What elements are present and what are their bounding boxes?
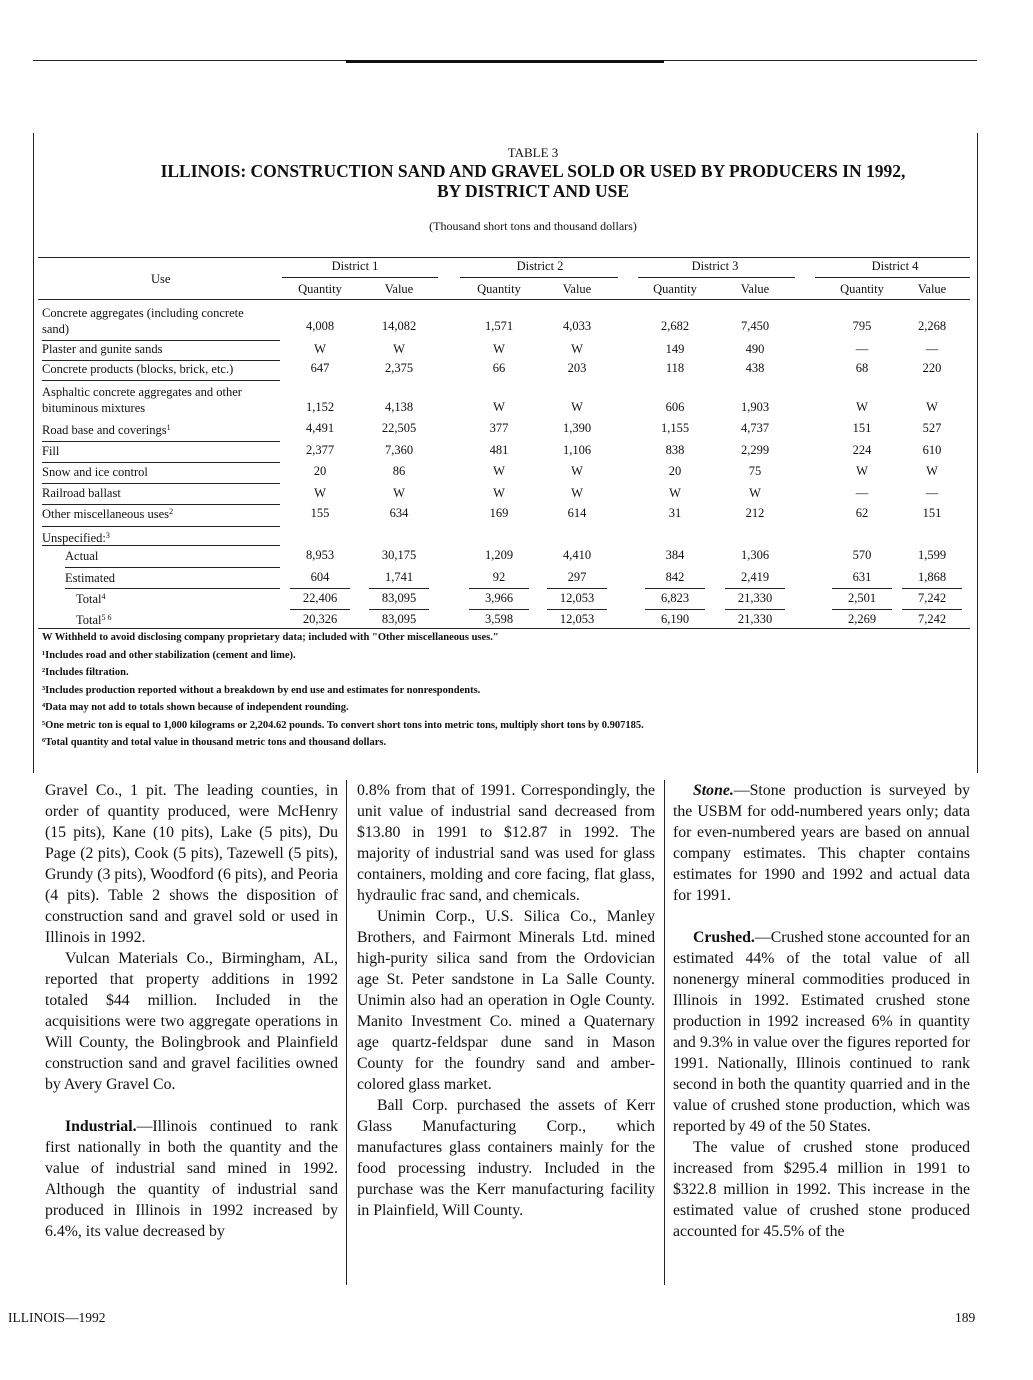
page-number: 189: [955, 1310, 976, 1325]
quantity-cell: 384: [665, 548, 685, 562]
value-header: Value: [562, 282, 592, 296]
paragraph: The value of crushed stone produced increased from $295.4 million in 1991 to $322.8 million in 1992. This increase in the estimated value of crushed stone produced accounted for 45.5% of the: [673, 1139, 970, 1240]
district-header: District 4: [871, 259, 919, 273]
row-rule: [65, 588, 280, 589]
row-use-label: [76, 591, 106, 607]
row-use-label: [42, 422, 171, 438]
value-cell: 86: [392, 464, 406, 478]
district-underline: [815, 277, 970, 278]
value-cell: 7,450: [740, 319, 770, 333]
row-use-label: [42, 464, 148, 480]
row-rule: [42, 380, 280, 381]
value-cell: W: [571, 464, 583, 478]
quantity-cell: 4,491: [305, 421, 335, 435]
quantity-cell: W: [669, 486, 681, 500]
value-cell: 7,242: [917, 591, 947, 605]
value-cell: 2,299: [740, 443, 770, 457]
quantity-cell: 631: [852, 570, 872, 584]
footnote-ref: 2: [169, 507, 174, 516]
paragraph: Unimin Corp., U.S. Silica Co., Manley Brothers, and Fairmont Minerals Ltd. mined high-purity silica sand from the Ordovician age St. Peter sandstone in La Salle County. Unimin also had an operation in Ogle County. Manito Investment Co. mined a Quaternary age quartz-feldspar dune sand in Mason County for the foundry sand and amber-colored glass market.: [357, 908, 655, 1093]
value-cell: 1,741: [384, 570, 414, 584]
value-cell: 2,268: [917, 319, 947, 333]
value-cell: 21,330: [737, 591, 773, 605]
quantity-cell: W: [856, 464, 868, 478]
footnote: ⁴Data may not add to totals shown because of independent rounding.: [42, 702, 349, 713]
value-cell: 14,082: [381, 319, 417, 333]
quantity-cell: 2,269: [847, 612, 877, 626]
value-cell: 1,868: [917, 570, 947, 584]
footnote-ref: 3: [105, 531, 110, 540]
value-cell: W: [571, 400, 583, 414]
quantity-cell: 20,326: [302, 612, 338, 626]
total-rule: [645, 609, 705, 610]
row-use-label: [42, 506, 173, 522]
quantity-cell: 3,966: [484, 591, 514, 605]
quantity-cell: W: [493, 486, 505, 500]
use-label-line: Asphaltic concrete aggregates and other: [42, 385, 242, 399]
value-cell: 7,242: [917, 612, 947, 626]
value-cell: W: [571, 486, 583, 500]
value-cell: W: [393, 342, 405, 356]
value-cell: 203: [567, 361, 587, 375]
quantity-cell: 20: [668, 464, 682, 478]
district-header: District 3: [691, 259, 739, 273]
table-label: TABLE 3: [507, 145, 559, 160]
value-cell: 75: [748, 464, 762, 478]
subtotal-rule: [469, 588, 529, 589]
use-label-line: Concrete aggregates (including concrete: [42, 306, 244, 320]
quantity-cell: 838: [665, 443, 685, 457]
use-label-line: Estimated: [65, 571, 115, 585]
value-cell: 634: [389, 506, 409, 520]
quantity-cell: 2,501: [847, 591, 877, 605]
district-underline: [638, 277, 795, 278]
row-use-label: [76, 612, 112, 628]
quantity-cell: 1,152: [305, 400, 335, 414]
subtotal-rule: [547, 588, 607, 589]
paragraph: Vulcan Materials Co., Birmingham, AL, reported that property additions in 1992 totaled $44 million. Included in the acquisitions were two aggregate operations in Will County, the Bolingbrook and Plainfield construction sand and gravel facilities owned by Avery Gravel Co.: [45, 950, 338, 1093]
top-rule-accent: [346, 60, 664, 63]
use-label-line: Snow and ice control: [42, 465, 148, 479]
section-heading: Industrial.: [65, 1118, 137, 1135]
value-cell: 490: [745, 342, 765, 356]
quantity-cell: 151: [852, 421, 872, 435]
paragraph: 0.8% from that of 1991. Correspondingly, the unit value of industrial sand decreased from $13.80 in 1991 to $12.87 in 1992. The majority of industrial sand was used for glass containers, molding and core facing, flat glass, hydraulic frac sand, and chemicals.: [357, 782, 655, 904]
value-cell: 1,306: [740, 548, 770, 562]
section-heading: Stone.: [693, 782, 734, 799]
footnote-ref: 4: [101, 592, 106, 601]
quantity-cell: 20: [313, 464, 327, 478]
quantity-cell: 604: [310, 570, 330, 584]
column-header-use: Use: [151, 272, 171, 286]
subtotal-rule: [369, 588, 429, 589]
quantity-cell: 22,406: [302, 591, 338, 605]
row-use-label: [42, 305, 244, 337]
value-header: Value: [740, 282, 770, 296]
value-header: Value: [917, 282, 947, 296]
header-bottom-rule: [38, 299, 970, 300]
quantity-header: Quantity: [477, 282, 521, 296]
use-label-line: Plaster and gunite sands: [42, 342, 163, 356]
value-cell: 83,095: [381, 591, 417, 605]
row-use-label: [65, 570, 115, 586]
value-cell: —: [925, 486, 939, 500]
total-rule: [902, 609, 962, 610]
value-cell: 22,505: [381, 421, 417, 435]
quantity-cell: W: [493, 464, 505, 478]
value-cell: 438: [745, 361, 765, 375]
column-divider-1: [346, 780, 347, 1285]
row-rule: [65, 567, 280, 568]
value-cell: W: [393, 486, 405, 500]
value-cell: 12,053: [559, 591, 595, 605]
use-label-line: Other miscellaneous uses$^2$: [42, 507, 174, 521]
value-cell: W: [926, 464, 938, 478]
subtotal-rule: [290, 588, 350, 589]
value-cell: 212: [745, 506, 765, 520]
subtotal-rule: [725, 588, 785, 589]
table-title-line2: BY DISTRICT AND USE: [436, 181, 630, 201]
quantity-cell: 2,377: [305, 443, 335, 457]
quantity-header: Quantity: [298, 282, 342, 296]
quantity-cell: 92: [492, 570, 506, 584]
value-cell: 220: [922, 361, 942, 375]
use-label-line: Total$^{5 6}$: [76, 613, 112, 627]
value-header: Value: [384, 282, 414, 296]
quantity-cell: 224: [852, 443, 872, 457]
value-cell: 4,138: [384, 400, 414, 414]
footnote: ³Includes production reported without a breakdown by end use and estimates for nonrespondents.: [42, 684, 481, 696]
quantity-cell: —: [855, 486, 869, 500]
footnote: ²Includes filtration.: [42, 667, 129, 678]
value-cell: 614: [567, 506, 587, 520]
quantity-cell: 68: [855, 361, 869, 375]
value-cell: 1,599: [917, 548, 947, 562]
value-cell: 21,330: [737, 612, 773, 626]
text-column-1: [45, 780, 338, 1242]
quantity-cell: W: [314, 486, 326, 500]
district-header: District 2: [516, 259, 564, 273]
row-rule: [42, 462, 280, 463]
footnote-ref: 1: [166, 423, 171, 432]
row-use-label: [65, 548, 98, 564]
value-cell: 151: [922, 506, 942, 520]
paragraph: Ball Corp. purchased the assets of Kerr Glass Manufacturing Corp., which manufactures glass containers mainly for the food processing industry. Included in the purchase was the Kerr manufacturing facility in Plainfield, Will County.: [357, 1097, 655, 1219]
value-cell: 30,175: [381, 548, 417, 562]
use-label-line: bituminous mixtures: [42, 401, 146, 415]
use-label-line: Fill: [42, 444, 60, 458]
value-cell: 12,053: [559, 612, 595, 626]
quantity-cell: 377: [489, 421, 509, 435]
quantity-cell: 62: [855, 506, 869, 520]
quantity-cell: 4,008: [305, 319, 335, 333]
quantity-cell: 570: [852, 548, 872, 562]
quantity-cell: 1,209: [484, 548, 514, 562]
quantity-cell: W: [493, 400, 505, 414]
quantity-cell: 149: [665, 342, 685, 356]
value-cell: W: [571, 342, 583, 356]
row-use-label: [42, 530, 110, 546]
subtotal-rule: [832, 588, 892, 589]
quantity-cell: 31: [668, 506, 682, 520]
paragraph: —Stone production is surveyed by the USBM for odd-numbered years only; data for even-numbered years are based on annual company estimates. This chapter contains estimates for 1990 and 1992 and actual data for 1991.: [673, 782, 970, 904]
row-rule: [42, 483, 280, 484]
footnote-ref: 5 6: [101, 613, 112, 622]
value-cell: 527: [922, 421, 942, 435]
value-cell: 4,033: [562, 319, 592, 333]
value-cell: 610: [922, 443, 942, 457]
quantity-cell: 66: [492, 361, 506, 375]
text-column-3: [673, 780, 970, 1242]
table-top-rule: [38, 257, 970, 258]
quantity-header: Quantity: [653, 282, 697, 296]
subtotal-rule: [645, 588, 705, 589]
district-header: District 1: [331, 259, 379, 273]
row-use-label: [42, 361, 233, 377]
quantity-cell: 6,823: [660, 591, 690, 605]
column-divider-2: [664, 780, 665, 1285]
row-rule: [42, 441, 280, 442]
value-cell: 4,737: [740, 421, 770, 435]
quantity-cell: —: [855, 342, 869, 356]
quantity-cell: W: [856, 400, 868, 414]
footnote: W Withheld to avoid disclosing company proprietary data; included with "Other miscellaneous uses.": [42, 632, 499, 643]
quantity-cell: 155: [310, 506, 330, 520]
quantity-cell: W: [493, 342, 505, 356]
total-rule: [469, 609, 529, 610]
quantity-cell: 3,598: [484, 612, 514, 626]
paragraph: —Crushed stone accounted for an estimated 44% of the total value of all nonenergy mineral commodities produced in Illinois in 1992. Estimated crushed stone production in 1992 increased 6% in quantity and 9.3% in value over the figures reported for 1991. Nationally, Illinois continued to rank second in both the quantity quarried and in the value of crushed stone production, which was reported by 49 of the 50 States.: [673, 929, 970, 1135]
quantity-cell: 2,682: [660, 319, 690, 333]
quantity-cell: 606: [665, 400, 685, 414]
quantity-cell: 169: [489, 506, 509, 520]
total-rule: [369, 609, 429, 610]
running-footer: ILLINOIS—1992: [8, 1310, 106, 1325]
row-rule: [42, 504, 280, 505]
value-cell: 2,375: [384, 361, 414, 375]
footnote: ¹Includes road and other stabilization (cement and lime).: [42, 649, 296, 661]
table-units: (Thousand short tons and thousand dollars): [429, 219, 637, 233]
row-use-label: [42, 384, 242, 416]
paragraph: —Illinois continued to rank first nationally in both the quantity and the value of industrial sand mined in 1992. Although the quantity of industrial sand produced in Illinois in 1992 increased by 6.4%, its value decreased by: [45, 1118, 338, 1240]
text-column-2: [357, 780, 655, 1221]
footnote: ⁵One metric ton is equal to 1,000 kilograms or 2,204.62 pounds. To convert short tons into metric tons, multiply short tons by 0.907185.: [42, 719, 644, 731]
use-label-line: Concrete products (blocks, brick, etc.): [42, 362, 234, 376]
value-cell: 1,106: [562, 443, 592, 457]
footnote: ⁶Total quantity and total value in thousand metric tons and thousand dollars.: [42, 737, 387, 748]
quantity-cell: 795: [852, 319, 872, 333]
use-label-line: Total$^4$: [76, 592, 106, 606]
use-label-line: sand): [42, 322, 70, 336]
quantity-cell: 6,190: [660, 612, 690, 626]
row-use-label: [42, 485, 121, 501]
quantity-cell: W: [314, 342, 326, 356]
value-cell: 1,390: [562, 421, 592, 435]
paragraph: Gravel Co., 1 pit. The leading counties, in order of quantity produced, were McHenry (15 pits), Kane (10 pits), Lake (5 pits), Du Page (2 pits), Cook (5 pits), Tazewell (5 pits), Grundy (3 pits), Woodford (6 pits), and Peoria (4 pits). Table 2 shows the disposition of construction sand and gravel sold or used in Illinois in 1992.: [45, 782, 338, 946]
district-underline: [282, 277, 438, 278]
use-label-line: Unspecified:$^3$: [42, 531, 110, 545]
value-cell: 297: [567, 570, 587, 584]
quantity-cell: 842: [665, 570, 685, 584]
value-cell: W: [926, 400, 938, 414]
use-label-line: Road base and coverings$^1$: [42, 423, 171, 437]
value-cell: 7,360: [384, 443, 414, 457]
value-cell: —: [925, 342, 939, 356]
quantity-header: Quantity: [840, 282, 884, 296]
quantity-cell: 647: [310, 361, 330, 375]
value-cell: 4,410: [562, 548, 592, 562]
quantity-cell: 118: [665, 361, 685, 375]
table-title-line1: ILLINOIS: CONSTRUCTION SAND AND GRAVEL SOLD OR USED BY PRODUCERS IN 1992,: [160, 161, 906, 181]
district-underline: [460, 277, 618, 278]
quantity-cell: 8,953: [305, 548, 335, 562]
table-bottom-rule: [38, 628, 970, 629]
row-use-label: [42, 443, 59, 459]
total-rule: [290, 609, 350, 610]
value-cell: 83,095: [381, 612, 417, 626]
total-rule: [832, 609, 892, 610]
use-label-line: Railroad ballast: [42, 486, 121, 500]
use-label-line: Actual: [65, 549, 99, 563]
value-cell: 1,903: [740, 400, 770, 414]
value-cell: W: [749, 486, 761, 500]
quantity-cell: 1,571: [484, 319, 514, 333]
subtotal-rule: [902, 588, 962, 589]
row-rule: [42, 526, 280, 527]
section-heading: Crushed.: [693, 929, 755, 946]
quantity-cell: 481: [489, 443, 509, 457]
value-cell: 2,419: [740, 570, 770, 584]
total-rule: [725, 609, 785, 610]
quantity-cell: 1,155: [660, 421, 690, 435]
row-use-label: [42, 341, 162, 357]
total-rule: [547, 609, 607, 610]
